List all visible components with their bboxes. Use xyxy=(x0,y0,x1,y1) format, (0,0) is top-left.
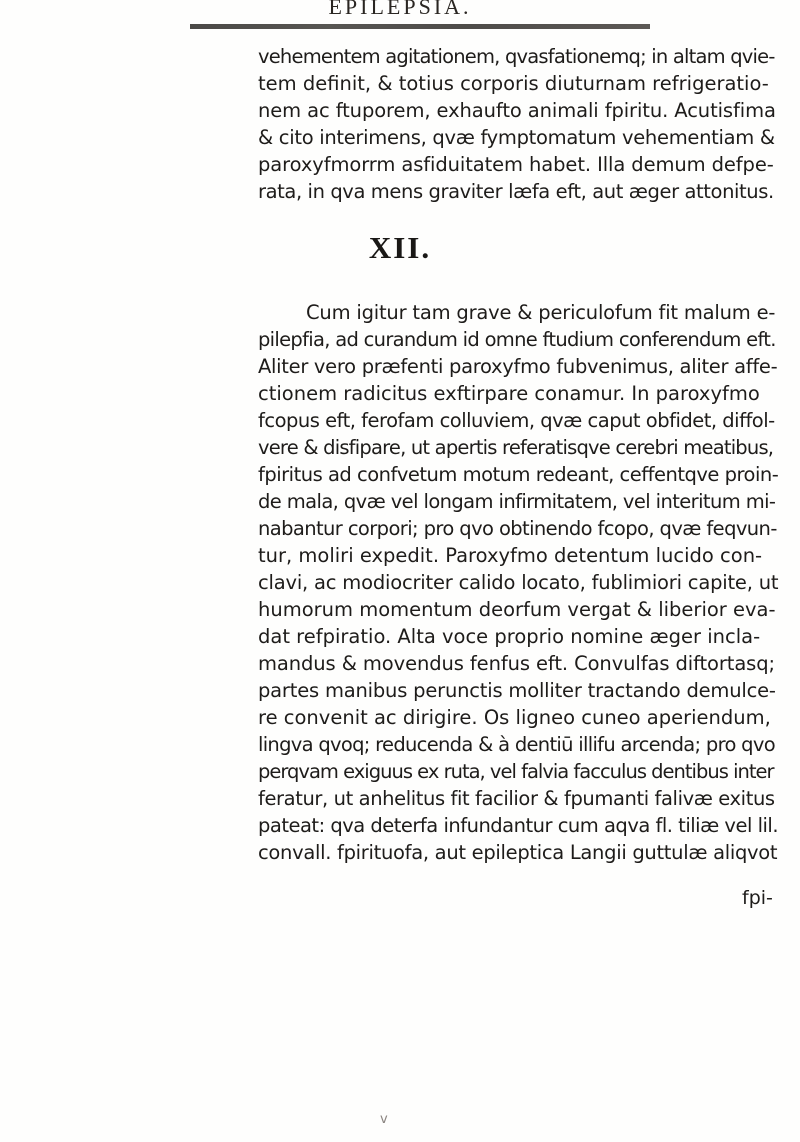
text-line: fcopus eft, ferofam colluviem, qvæ caput obfidet, diffol- xyxy=(258,409,775,432)
text-line: mandus & movendus fenfus eft. Convulfas diftortasq; xyxy=(258,652,775,675)
section-number: XII. xyxy=(368,230,432,265)
text-line: rata, in qva mens graviter læfa eft, aut æger attonitus. xyxy=(258,180,774,203)
text-line: feratur, ut anhelitus fit facilior & fpumanti falivæ exitus xyxy=(258,787,775,810)
text-line: pateat: qva deterfa infundantur cum aqva fl. tiliæ vel lil. xyxy=(258,814,779,837)
text-line: nabantur corpori; pro qvo obtinendo fcopo, qvæ feqvun- xyxy=(258,517,777,540)
text-line: humorum momentum deorfum vergat & liberior eva- xyxy=(258,598,776,621)
text-line: re convenit ac dirigire. Os ligneo cuneo aperiendum, xyxy=(258,706,771,729)
text-line: clavi, ac modiocriter calido locato, fublimiori capite, ut xyxy=(258,571,779,594)
running-head: EPILEPSIA. xyxy=(328,0,472,19)
text-line: tur, moliri expedit. Paroxyfmo detentum lucido con- xyxy=(258,544,763,567)
text-line: Aliter vero præfenti paroxyfmo fubvenimus, aliter affe- xyxy=(258,355,778,378)
text-line: ctionem radicitus exftirpare conamur. In paroxyfmo xyxy=(258,382,760,405)
text-line: paroxyfmorrm asfiduitatem habet. Illa demum defpe- xyxy=(258,153,774,176)
text-line: & cito interimens, qvæ fymptomatum vehementiam & xyxy=(258,126,775,149)
stray-mark: v xyxy=(380,1112,388,1127)
text-line: vehementem agitationem, qvasfationemq; in altam qvie- xyxy=(258,45,775,68)
text-line: dat refpiratio. Alta voce proprio nomine æger incla- xyxy=(258,625,761,648)
text-line: partes manibus perunctis molliter tractando demulce- xyxy=(258,679,776,702)
text-line: vere & disfipare, ut apertis referatisqve cerebri meatibus, xyxy=(258,436,774,459)
text-line: convall. fpirituofa, aut epileptica Langii guttulæ aliqvot xyxy=(258,841,778,864)
text-line: nem ac ftuporem, exhaufto animali fpiritu. Acutisfima xyxy=(258,99,776,122)
text-line: fpiritus ad confvetum motum redeant, ceffentqve proin- xyxy=(258,463,779,486)
text-line: perqvam exiguus ex ruta, vel falvia facculus dentibus inter xyxy=(258,760,774,783)
text-line: Cum igitur tam grave & periculofum fit malum e- xyxy=(306,301,776,324)
text-line: lingva qvoq; reducenda & à dentiū illifu arcenda; pro qvo xyxy=(258,733,775,756)
text-line: de mala, qvæ vel longam infirmitatem, vel interitum mi- xyxy=(258,490,776,513)
text-line: tem definit, & totius corporis diuturnam refrigeratio- xyxy=(258,72,769,95)
header-rule xyxy=(190,24,650,29)
catchword: fpi- xyxy=(742,887,773,909)
text-line: pilepfia, ad curandum id omne ftudium conferendum eft. xyxy=(258,328,776,351)
